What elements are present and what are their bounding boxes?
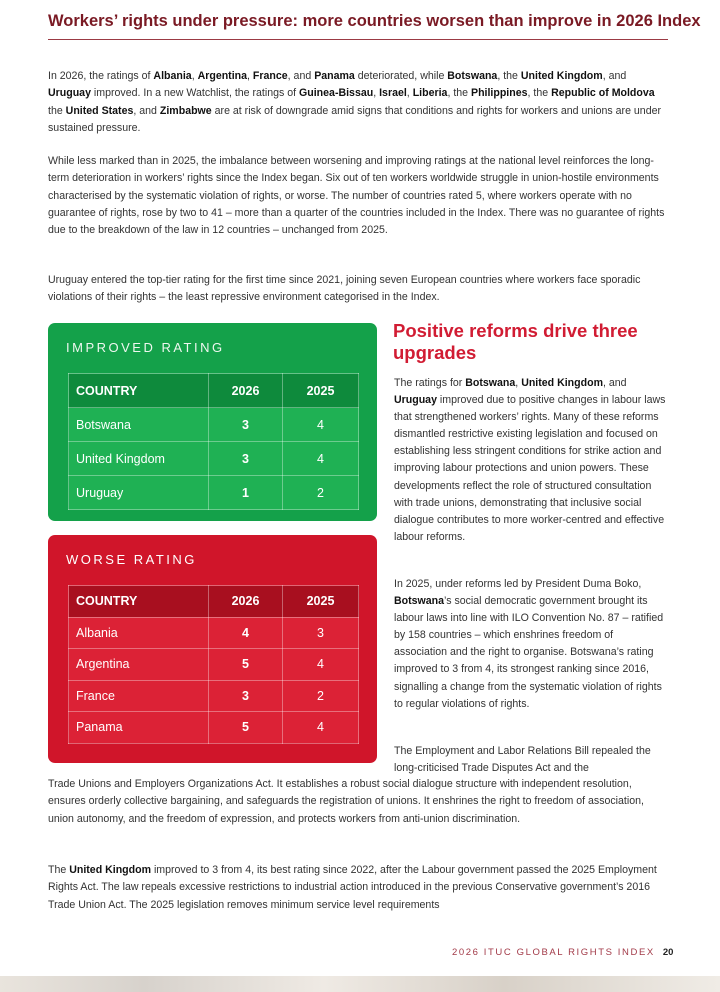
column-header-2025: 2025 <box>283 374 359 408</box>
country-cell: Albania <box>69 617 209 649</box>
page-title: Workers’ rights under pressure: more countries worsen than improve in 2026 Index <box>48 12 701 30</box>
continuation-paragraph-2: The United Kingdom improved to 3 from 4, its best rating since 2022, after the Labour government passed the 2025 Employment Rights Act. The law repeals excessive restrictions to industrial action introduced in the previous Conservative government’s 2016 Trade Union Act. The 2025 legislation removes minimum service level requirements <box>48 864 657 911</box>
column-header-country: COUNTRY <box>69 374 209 408</box>
worse-rating-panel <box>48 535 377 763</box>
rating-2025-cell: 2 <box>283 680 359 712</box>
country-cell: France <box>69 680 209 712</box>
rating-2026-cell: 3 <box>209 680 283 712</box>
column-header-2025: 2025 <box>283 586 359 618</box>
rating-2026-cell: 1 <box>209 476 283 510</box>
rating-2025-cell: 4 <box>283 408 359 442</box>
rating-2026-cell: 4 <box>209 617 283 649</box>
country-cell: United Kingdom <box>69 442 209 476</box>
right-column-paragraph-2: In 2025, under reforms led by President Duma Boko, Botswana’s social democratic government brought its labour laws into line with ILO Convention No. 87 – ratified by 158 countries – which enshrines freedom of association and the right to organise. Botswana’s rating improved to 3 from 4, its strongest ranking since 2016, signalling a change from the systematic violation of rights to regular violations of rights. <box>394 578 664 710</box>
column-header-country: COUNTRY <box>69 586 209 618</box>
page-number: 20 <box>662 947 674 958</box>
footer-label: 2026 ITUC GLOBAL RIGHTS INDEX <box>452 947 655 958</box>
improved-rating-table <box>68 373 359 510</box>
rating-2025-cell: 4 <box>283 442 359 476</box>
bottom-image-strip <box>0 976 720 992</box>
country-cell: Argentina <box>69 649 209 681</box>
country-cell: Uruguay <box>69 476 209 510</box>
table-row <box>69 649 359 681</box>
country-cell: Panama <box>69 712 209 744</box>
rating-2025-cell: 4 <box>283 649 359 681</box>
improved-rating-panel <box>48 323 377 521</box>
continuation-paragraph-1: Trade Unions and Employers Organizations Act. It establishes a robust social dialogue structure with independent resolution, ensures orderly collective bargaining, and safeguards the registration of unions. It enshrines the right to freedom of association, union autonomy, and the freedom of expression, and protects workers from anti-union discrimination. <box>48 778 644 825</box>
worse-rating-table <box>68 585 359 744</box>
table-row <box>69 476 359 510</box>
right-column-paragraph-1: The ratings for Botswana, United Kingdom, and Uruguay improved due to positive changes in labour laws that strengthened workers’ rights. Many of these reforms dismantled restrictive existing legislation and focused on establishing less stringent conditions for strike action and improving labour protections and union powers. These developments reflect the role of structured consultation with trade unions, demonstrating that inclusive social dialogue contributes to more worker-centred and effective labour reforms. <box>394 377 666 543</box>
rating-2026-cell: 3 <box>209 408 283 442</box>
improved-rating-label: IMPROVED RATING <box>66 340 225 355</box>
country-cell: Botswana <box>69 408 209 442</box>
rating-2025-cell: 4 <box>283 712 359 744</box>
rating-2025-cell: 2 <box>283 476 359 510</box>
table-row <box>69 617 359 649</box>
intro-paragraph-3: Uruguay entered the top-tier rating for the first time since 2021, joining seven European countries where workers face sporadic violations of their rights – the least repressive environment categorised in the Index. <box>48 274 641 304</box>
table-row <box>69 680 359 712</box>
intro-paragraph-1: In 2026, the ratings of Albania, Argentina, France, and Panama deteriorated, while Botswana, the United Kingdom, and Uruguay improved. In a new Watchlist, the ratings of Guinea-Bissau, Israel, Liberia, the Philippines, the Republic of Moldova the United States, and Zimbabwe are at risk of downgrade amid signs that conditions and rights for workers and unions are under sustained pressure. <box>48 70 662 134</box>
right-column-paragraph-3: The Employment and Labor Relations Bill repealed the long-criticised Trade Disputes Act and the <box>394 745 651 775</box>
page-footer <box>452 947 673 958</box>
rating-2026-cell: 5 <box>209 712 283 744</box>
rating-2025-cell: 3 <box>283 617 359 649</box>
table-header-row <box>69 374 359 408</box>
column-header-2026: 2026 <box>209 374 283 408</box>
table-row <box>69 408 359 442</box>
table-row <box>69 442 359 476</box>
worse-rating-label: WORSE RATING <box>66 552 197 567</box>
table-header-row <box>69 586 359 618</box>
intro-paragraph-2: While less marked than in 2025, the imbalance between worsening and improving ratings at the national level reinforces the long-term deterioration in workers’ rights since the Index began. Six out of ten workers worldwide struggle in union-hostile environments characterised by the systematic violation of rights, or worse. The number of countries rated 5, where workers operate with no guarantee of rights, rose by two to 41 – more than a quarter of the countries included in the Index. There was no guarantee of rights due to the breakdown of the law in 12 countries – unchanged from 2025. <box>48 155 665 237</box>
column-header-2026: 2026 <box>209 586 283 618</box>
rating-2026-cell: 3 <box>209 442 283 476</box>
table-row <box>69 712 359 744</box>
rating-2026-cell: 5 <box>209 649 283 681</box>
title-divider <box>48 39 668 40</box>
section-heading-reforms: Positive reforms drive three upgrades <box>393 320 638 363</box>
